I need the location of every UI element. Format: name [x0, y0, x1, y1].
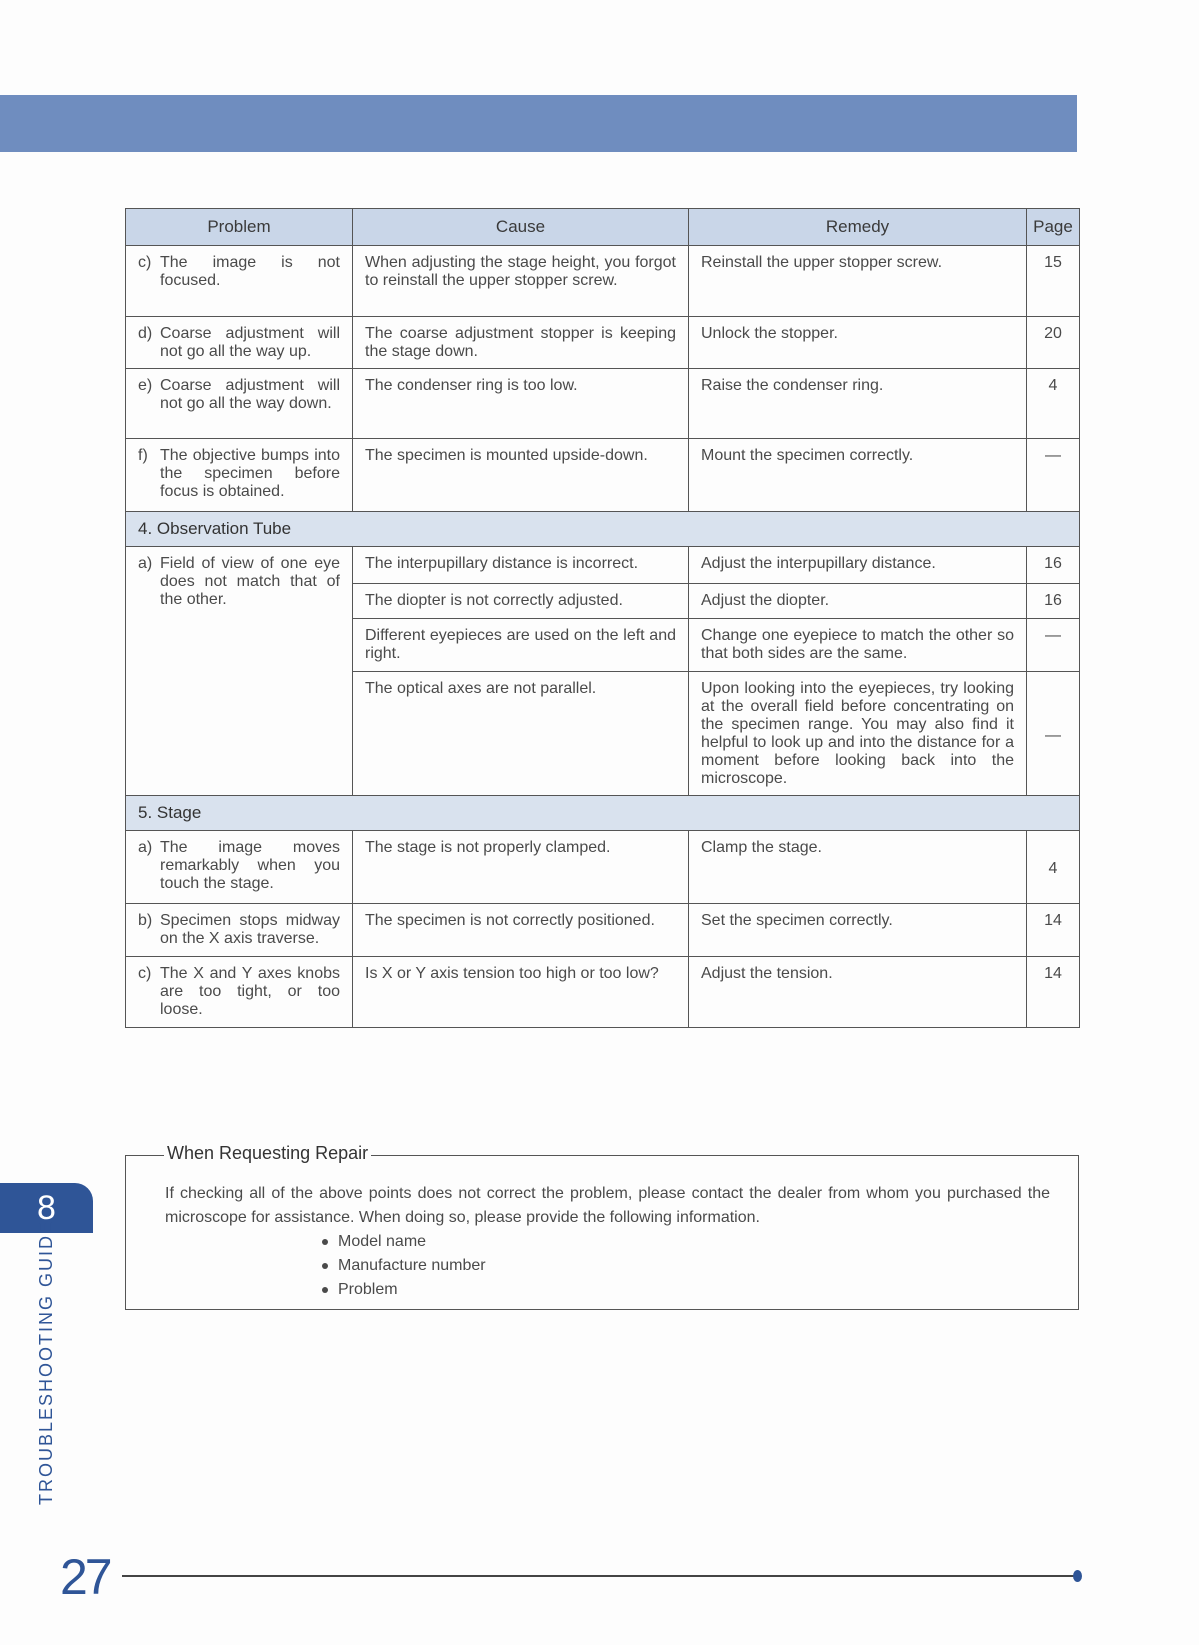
problem-text: The objective bumps into the specimen before focus is obtained. [160, 447, 340, 500]
header-problem: Problem [126, 209, 353, 246]
row-letter: e) [138, 377, 153, 394]
row-letter: a) [138, 555, 153, 572]
remedy-text: Adjust the tension. [689, 957, 1027, 1028]
page-ref: 15 [1027, 246, 1080, 317]
repair-info-box [125, 1143, 1079, 1310]
remedy-text: Set the specimen correctly. [689, 904, 1027, 957]
chapter-tab: 8 [0, 1183, 93, 1233]
remedy-text: Unlock the stopper. [689, 317, 1027, 369]
page-ref: 14 [1027, 957, 1080, 1028]
remedy-text: Raise the condenser ring. [689, 369, 1027, 439]
row-letter: a) [138, 839, 153, 856]
problem-text: The X and Y axes knobs are too tight, or too loose. [160, 965, 340, 1018]
problem-text: Specimen stops midway on the X axis traverse. [160, 912, 340, 947]
page-ref: 4 [1027, 831, 1080, 904]
cause-text: The specimen is not correctly positioned. [353, 904, 689, 957]
section-title-observation-tube: 4. Observation Tube [126, 512, 1080, 547]
section-row [126, 796, 1080, 831]
table-row [126, 246, 1080, 317]
cause-text: The diopter is not correctly adjusted. [353, 584, 689, 619]
page-ref: — [1027, 672, 1080, 796]
problem-text: The image is not focused. [160, 254, 340, 289]
remedy-text: Change one eyepiece to match the other so that both sides are the same. [689, 619, 1027, 672]
page-ref: — [1027, 619, 1080, 672]
header-cause: Cause [353, 209, 689, 246]
remedy-text: Mount the specimen correctly. [689, 439, 1027, 512]
cause-text: The condenser ring is too low. [353, 369, 689, 439]
table-row [126, 831, 1080, 904]
table-row [126, 369, 1080, 439]
page-ref: 4 [1027, 369, 1080, 439]
page-number: 27 [60, 1549, 110, 1605]
remedy-text: Clamp the stage. [689, 831, 1027, 904]
page-ref: — [1027, 439, 1080, 512]
header-band [0, 95, 1077, 152]
row-letter: c) [138, 965, 152, 982]
remedy-text: Adjust the interpupillary distance. [689, 547, 1027, 584]
header-remedy: Remedy [689, 209, 1027, 246]
problem-text: Coarse adjustment will not go all the way up. [160, 325, 340, 360]
cause-text: The coarse adjustment stopper is keeping the stage down. [353, 317, 689, 369]
problem-text: Field of view of one eye does not match that of the other. [160, 555, 340, 608]
bullet-icon [322, 1239, 328, 1245]
problem-text: The image moves remarkably when you touch the stage. [160, 839, 340, 892]
table-row [126, 439, 1080, 512]
bullet-icon [322, 1263, 328, 1269]
list-item: Model name [320, 1230, 1050, 1254]
footer-rule [122, 1575, 1077, 1577]
cause-text: The optical axes are not parallel. [353, 672, 689, 796]
section-title-stage: 5. Stage [126, 796, 1080, 831]
troubleshooting-table [125, 208, 1080, 1028]
repair-title: When Requesting Repair [164, 1143, 371, 1164]
cause-text: When adjusting the stage height, you forgot to reinstall the upper stopper screw. [353, 246, 689, 317]
cause-text: Different eyepieces are used on the left and right. [353, 619, 689, 672]
repair-text: If checking all of the above points does not correct the problem, please contact the dealer from whom you purchased the microscope for assistance. When doing so, please provide the following information. [165, 1185, 1050, 1226]
cause-text: The interpupillary distance is incorrect. [353, 547, 689, 584]
list-item: Problem [320, 1278, 1050, 1302]
section-row [126, 512, 1080, 547]
cause-text: Is X or Y axis tension too high or too low? [353, 957, 689, 1028]
table-row [126, 547, 1080, 584]
list-item: Manufacture number [320, 1254, 1050, 1278]
bullet-icon [322, 1287, 328, 1293]
table-row [126, 904, 1080, 957]
page-ref: 16 [1027, 547, 1080, 584]
remedy-text: Reinstall the upper stopper screw. [689, 246, 1027, 317]
repair-info-list [165, 1230, 1050, 1302]
row-letter: c) [138, 254, 152, 271]
remedy-text: Adjust the diopter. [689, 584, 1027, 619]
page-ref: 20 [1027, 317, 1080, 369]
remedy-text: Upon looking into the eyepieces, try looking at the overall field before concentrating on the specimen range. You may also find it helpful to look up and into the distance for a moment before looking back into the microscope. [689, 672, 1027, 796]
row-letter: f) [138, 447, 148, 464]
problem-text: Coarse adjustment will not go all the way down. [160, 377, 340, 412]
cause-text: The specimen is mounted upside-down. [353, 439, 689, 512]
table-row [126, 957, 1080, 1028]
chapter-title: TROUBLESHOOTING GUIDE [36, 1219, 56, 1505]
footer-dot-icon [1073, 1570, 1082, 1582]
table-header-row [126, 209, 1080, 246]
cause-text: The stage is not properly clamped. [353, 831, 689, 904]
table-row [126, 317, 1080, 369]
header-page: Page [1027, 209, 1080, 246]
page-ref: 14 [1027, 904, 1080, 957]
row-letter: b) [138, 912, 153, 929]
page-ref: 16 [1027, 584, 1080, 619]
row-letter: d) [138, 325, 153, 342]
